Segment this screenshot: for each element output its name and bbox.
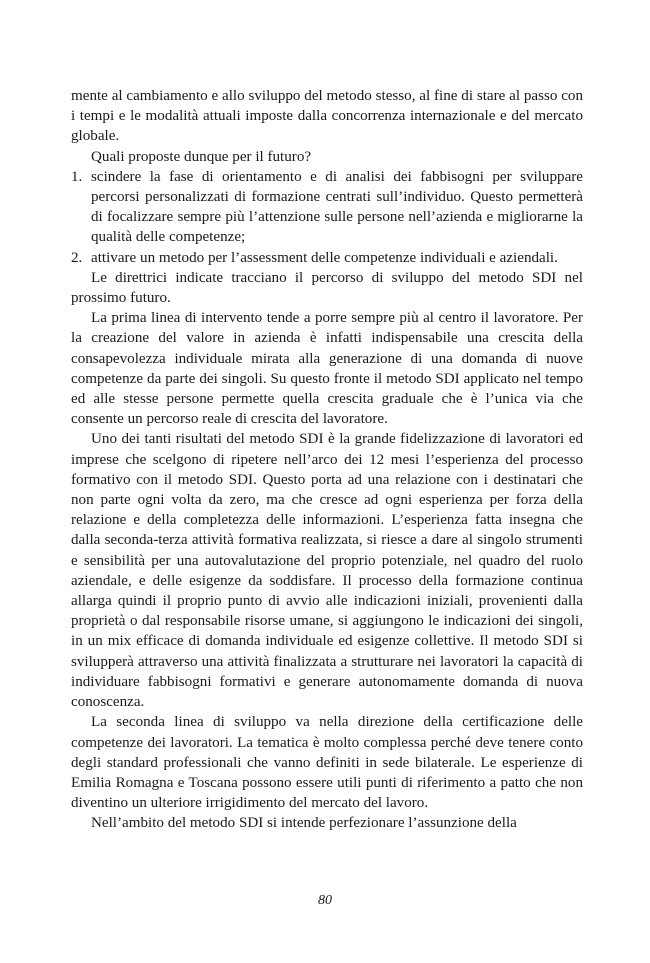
paragraph-continuation: mente al cambiamento e allo sviluppo del metodo stesso, al fine di stare al passo con i tempi e le modalità attuali imposte dalla concorrenza internazionale e del mercato globale.	[71, 88, 583, 145]
paragraph: La prima linea di intervento tende a porre sempre più al centro il lavoratore. Per la creazione del valore in azienda è infatti indispensabile una crescita della consapevolezza individuale mirata alla generazione di una domanda di nuove competenze da parte dei singoli. Su questo fronte il metodo SDI applicato nel tempo ed alle stesse persone permette quella crescita graduale che è l’unica via che consente un percorso reale di crescita del lavoratore.	[71, 310, 583, 428]
list-item	[71, 248, 583, 268]
paragraph: La seconda linea di sviluppo va nella direzione della certificazione delle competenze dei lavoratori. La tematica è molto complessa perché deve tenere conto degli standard professionali che vanno definiti in sede bilaterale. Le esperienze di Emilia Romagna e Toscana possono essere utili punti di riferimento a patto che non diventino un ulteriore irrigidimento del mercato del lavoro.	[71, 714, 583, 812]
paragraph-question: Quali proposte dunque per il futuro?	[91, 148, 312, 165]
page-number: 80	[318, 893, 332, 908]
list-item-text: attivare un metodo per l’assessment delle competenze individuali e aziendali.	[91, 249, 558, 266]
list-item-number: 1.	[71, 168, 83, 185]
list-item	[71, 167, 583, 248]
list-item-text: scindere la fase di orientamento e di analisi dei fabbisogni per sviluppare percorsi personalizzati di formazione centrati sull’individuo. Questo permetterà di focalizzare sempre più l’attenzione sulle persone nell’azienda e migliorarne la qualità delle competenze;	[91, 168, 583, 246]
body-text	[71, 86, 583, 834]
paragraph: Nell’ambito del metodo SDI si intende perfezionare l’assunzione della	[91, 815, 517, 832]
paragraph: Uno dei tanti risultati del metodo SDI è la grande fidelizzazione di lavoratori ed imprese che scelgono di ripetere nell’arco dei 12 mesi l’esperienza del processo formativo con il metodo SDI. Questo porta ad una relazione con i destinatari che non parte ogni volta da zero, ma che cresce ad ogni esperienza per forza della relazione e della completezza delle informazioni. L’esperienza fatta insegna che dalla seconda-terza attività formativa realizzata, si riesce a dare al singolo strumenti e sensibilità per una autovalutazione del proprio potenziale, nel quadro del ruolo aziendale, e delle esigenze da soddisfare. Il processo della formazione continua allarga quindi il proprio punto di avvio alle indicazioni iniziali, provenienti dalla proprietà o dal responsabile risorse umane, si aggiungono le indicazioni dei singoli, in un mix efficace di domanda individuale ed esigenze collettive. Il metodo SDI si svilupperà attraverso una attività finalizzata a strutturare nei lavoratori la capacità di individuare fabbisogni formativi e generare autonomamente domanda di nuova conoscenza.	[71, 431, 583, 711]
paragraph: Le direttrici indicate tracciano il percorso di sviluppo del metodo SDI nel prossimo futuro.	[71, 269, 583, 307]
proposal-list	[71, 167, 583, 268]
list-item-number: 2.	[71, 249, 83, 266]
